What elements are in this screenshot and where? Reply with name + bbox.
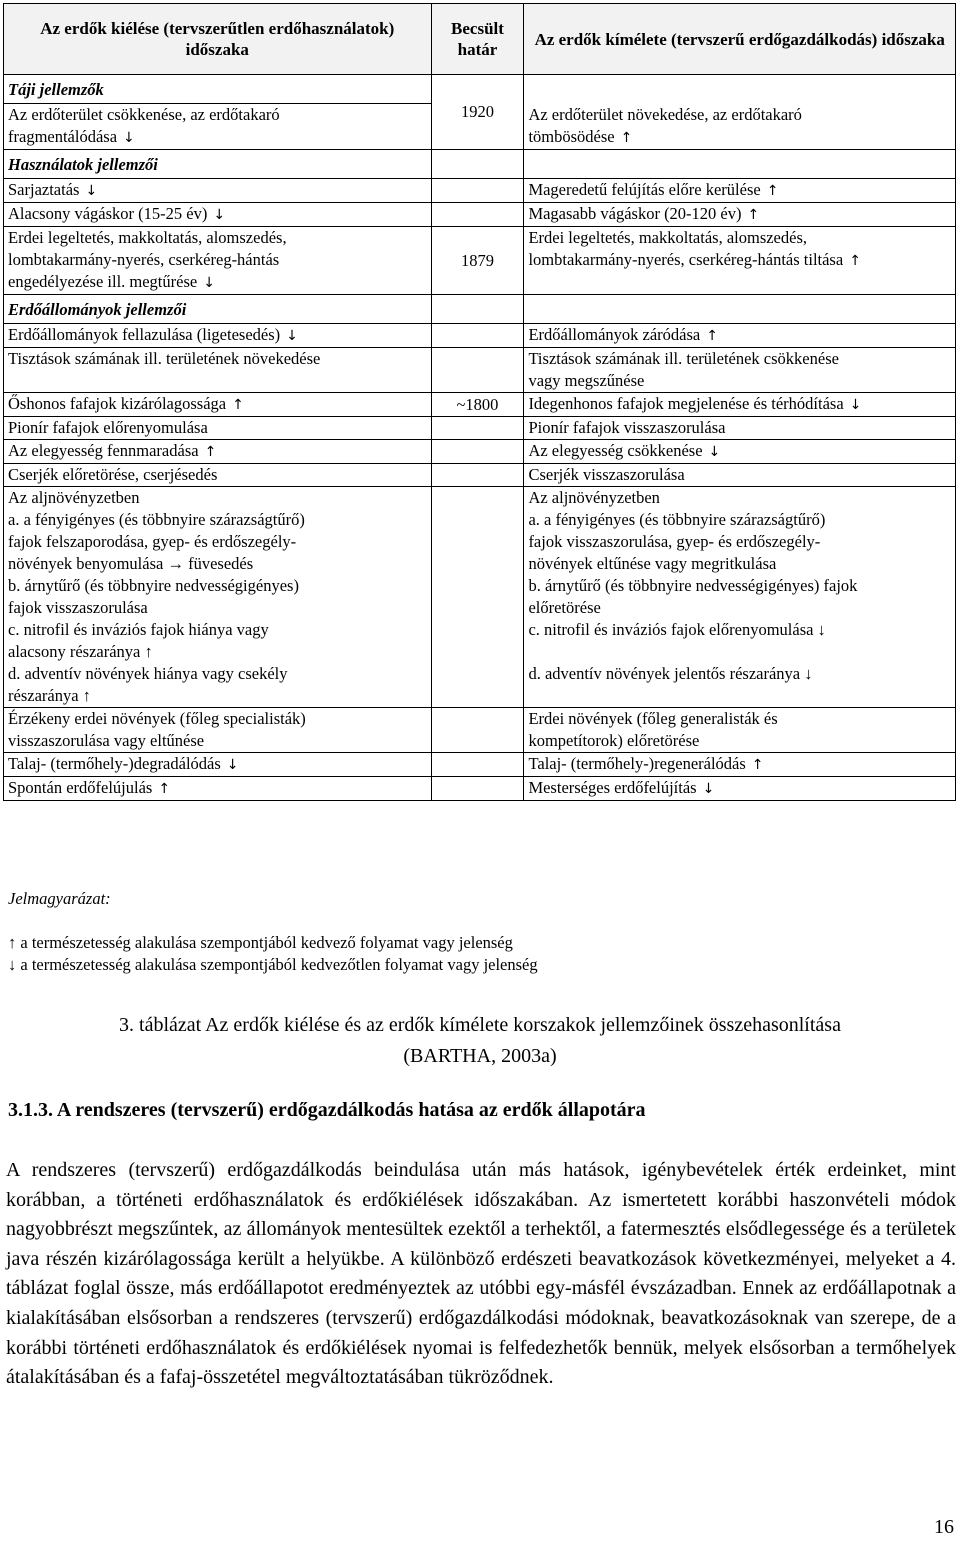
legend-title: Jelmagyarázat:: [8, 889, 111, 908]
row-3-right: Erdei legeltetés, makkoltatás, alomszedés, lombtakarmány-nyerés, cserkéreg-hántás tiltása ↑: [524, 227, 956, 295]
row-6-mid: ~1800: [431, 393, 524, 417]
down-arrow-icon: ↓: [226, 757, 239, 773]
row-5-left: Tisztások számának ill. területének növekedése: [4, 348, 432, 393]
table-row: [4, 464, 956, 487]
row-13-left: Spontán erdőfelújulás ↑: [4, 777, 432, 801]
section-hasznalatok: Használatok jellemzői: [4, 150, 432, 179]
section-heading: 3.1.3. A rendszeres (tervszerű) erdőgazdálkodás hatása az erdők állapotára: [8, 1099, 646, 1121]
down-arrow-icon: ↓: [849, 397, 862, 413]
section-erdoallomanyok: Erdőállományok jellemzői: [4, 295, 432, 324]
row-6-right: Idegenhonos fafajok megjelenése és térhódítása ↓: [524, 393, 956, 417]
row-6-left: Őshonos fafajok kizárólagossága ↑: [4, 393, 432, 417]
row-10-left: Az aljnövényzetben a. a fényigényes (és többnyire szárazságtűrő) fajok felszaporodása, gyep- és erdőszegély- növények benyomulása → füvesedés b. árnytűrő (és többnyire nedvességigényes) fajok visszaszorulása c. nitrofil és inváziós fajok hiánya vagy alacsony részaránya ↑ d. adventív növények hiánya vagy csekély részaránya ↑: [4, 487, 432, 708]
row-8-right: Az elegyesség csökkenése ↓: [524, 440, 956, 464]
down-arrow-icon: ↓: [203, 275, 215, 291]
table-row: [4, 179, 956, 203]
row-9-left: Cserjék előretörése, cserjésedés: [4, 464, 432, 487]
down-arrow-icon: ↓: [85, 183, 98, 199]
table-row: [4, 777, 956, 801]
down-arrow-icon: ↓: [286, 328, 298, 344]
row-11-right: Erdei növények (főleg generalisták és kompetítorok) előretörése: [524, 708, 956, 753]
table-row: [4, 417, 956, 440]
row-3-mid: 1879: [431, 227, 524, 295]
up-arrow-icon: ↑: [849, 253, 861, 269]
down-arrow-icon: ↓: [213, 207, 226, 223]
down-arrow-icon: ↓: [123, 130, 135, 146]
caption-line-1: 3. táblázat Az erdők kiélése és az erdők kímélete korszakok jellemzőinek összehasonlítása: [119, 1014, 841, 1036]
header-right: Az erdők kímélete (tervszerű erdőgazdálkodás) időszaka: [524, 4, 956, 75]
caption-line-2: (BARTHA, 2003a): [403, 1045, 557, 1067]
row-0-mid: 1920: [431, 75, 524, 150]
row-2-left: Alacsony vágáskor (15-25 év) ↓: [4, 203, 432, 227]
up-arrow-icon: ↑: [751, 757, 764, 773]
row-3-left: Erdei legeltetés, makkoltatás, alomszedés, lombtakarmány-nyerés, cserkéreg-hántás engedélyezése ill. megtűrése ↓: [4, 227, 432, 295]
section-taji: Táji jellemzők: [4, 75, 432, 104]
table-row: [4, 203, 956, 227]
table-row: [4, 227, 956, 295]
row-9-right: Cserjék visszaszorulása: [524, 464, 956, 487]
comparison-table: [3, 3, 956, 801]
up-arrow-icon: ↑: [204, 444, 217, 460]
page-number: 16: [934, 1516, 954, 1538]
table-caption: [0, 1010, 960, 1072]
row-1-right: Mageredetű felújítás előre kerülése ↑: [524, 179, 956, 203]
up-arrow-icon: ↑: [158, 781, 171, 797]
table-row: [4, 753, 956, 777]
body-paragraph: A rendszeres (tervszerű) erdőgazdálkodás beindulása után más hatások, igénybevételek érték erdeinket, mint korábban, a történeti erdőhasználatok és erdőkiélések időszakában. Az ismertetett korábbi haszonvételi módok nagyobbrészt megszűntek, az állományok mentesültek ezektől a terhektől, a fatermesztés elsődlegessége és a területek java részén kizárólagossága került a helyükbe. A különböző erdészeti beavatkozások következményei, melyeket a 4. táblázat foglal össze, más erdőállapotot eredményeztek az utóbbi egy-másfél évszázadban. Ennek az erdőállapotnak a kialakításában elsősorban a rendszeres (tervszerű) erdőgazdálkodási módoknak, beavatkozásoknak van szerepe, de a korábbi történeti erdőhasználatok és erdőkiélések nyomai is felfedezhetők bennük, melyek elsősorban a termőhelyek átalakításában és a fafaj-összetétel megváltoztatásában tükröződnek.: [6, 1159, 956, 1389]
row-4-right: Erdőállományok záródása ↑: [524, 324, 956, 348]
header-mid: Becsült határ: [431, 4, 524, 75]
row-8-left: Az elegyesség fennmaradása ↑: [4, 440, 432, 464]
down-arrow-icon: ↓: [708, 444, 721, 460]
up-arrow-icon: ↑: [706, 328, 718, 344]
table-row: [4, 708, 956, 753]
row-7-right: Pionír fafajok visszaszorulása: [524, 417, 956, 440]
up-arrow-icon: ↑: [766, 183, 779, 199]
table-row: [4, 487, 956, 708]
table-header-row: [4, 4, 956, 75]
row-1-left: Sarjaztatás ↓: [4, 179, 432, 203]
table-row: [4, 324, 956, 348]
row-5-right: Tisztások számának ill. területének csökkenése vagy megszűnése: [524, 348, 956, 393]
row-12-right: Talaj- (termőhely-)regenerálódás ↑: [524, 753, 956, 777]
up-arrow-icon: ↑: [620, 129, 633, 146]
row-4-left: Erdőállományok fellazulása (ligetesedés) ↓: [4, 324, 432, 348]
row-0-left: Az erdőterület csökkenése, az erdőtakaró fragmentálódása ↓: [4, 104, 432, 150]
row-0-right: Az erdőterület növekedése, az erdőtakaró tömbösödése ↑: [524, 104, 956, 150]
row-12-left: Talaj- (termőhely-)degradálódás ↓: [4, 753, 432, 777]
row-13-right: Mesterséges erdőfelújítás ↓: [524, 777, 956, 801]
table-row: [4, 393, 956, 417]
row-2-right: Magasabb vágáskor (20-120 év) ↑: [524, 203, 956, 227]
row-7-left: Pionír fafajok előrenyomulása: [4, 417, 432, 440]
table-row: [4, 348, 956, 393]
up-arrow-icon: ↑: [232, 397, 244, 413]
legend-up: ↑ a természetesség alakulása szempontjából kedvező folyamat vagy jelenség: [8, 933, 513, 952]
table-row: [4, 440, 956, 464]
down-arrow-icon: ↓: [702, 781, 715, 797]
up-arrow-icon: ↑: [747, 207, 760, 223]
header-left: Az erdők kiélése (tervszerűtlen erdőhasználatok) időszaka: [4, 4, 432, 75]
row-11-left: Érzékeny erdei növények (főleg specialisták) visszaszorulása vagy eltűnése: [4, 708, 432, 753]
legend-down: ↓ a természetesség alakulása szempontjából kedvezőtlen folyamat vagy jelenség: [8, 955, 538, 974]
row-10-right: Az aljnövényzetben a. a fényigényes (és többnyire szárazságtűrő) fajok visszaszorulása, gyep- és erdőszegély- növények eltűnése vagy megritkulása b. árnytűrő (és többnyire nedvességigényes) fajok előretörése c. nitrofil és inváziós fajok előrenyomulása ↓ d. adventív növények jelentős részaránya ↓: [524, 487, 956, 708]
legend: [8, 888, 538, 976]
